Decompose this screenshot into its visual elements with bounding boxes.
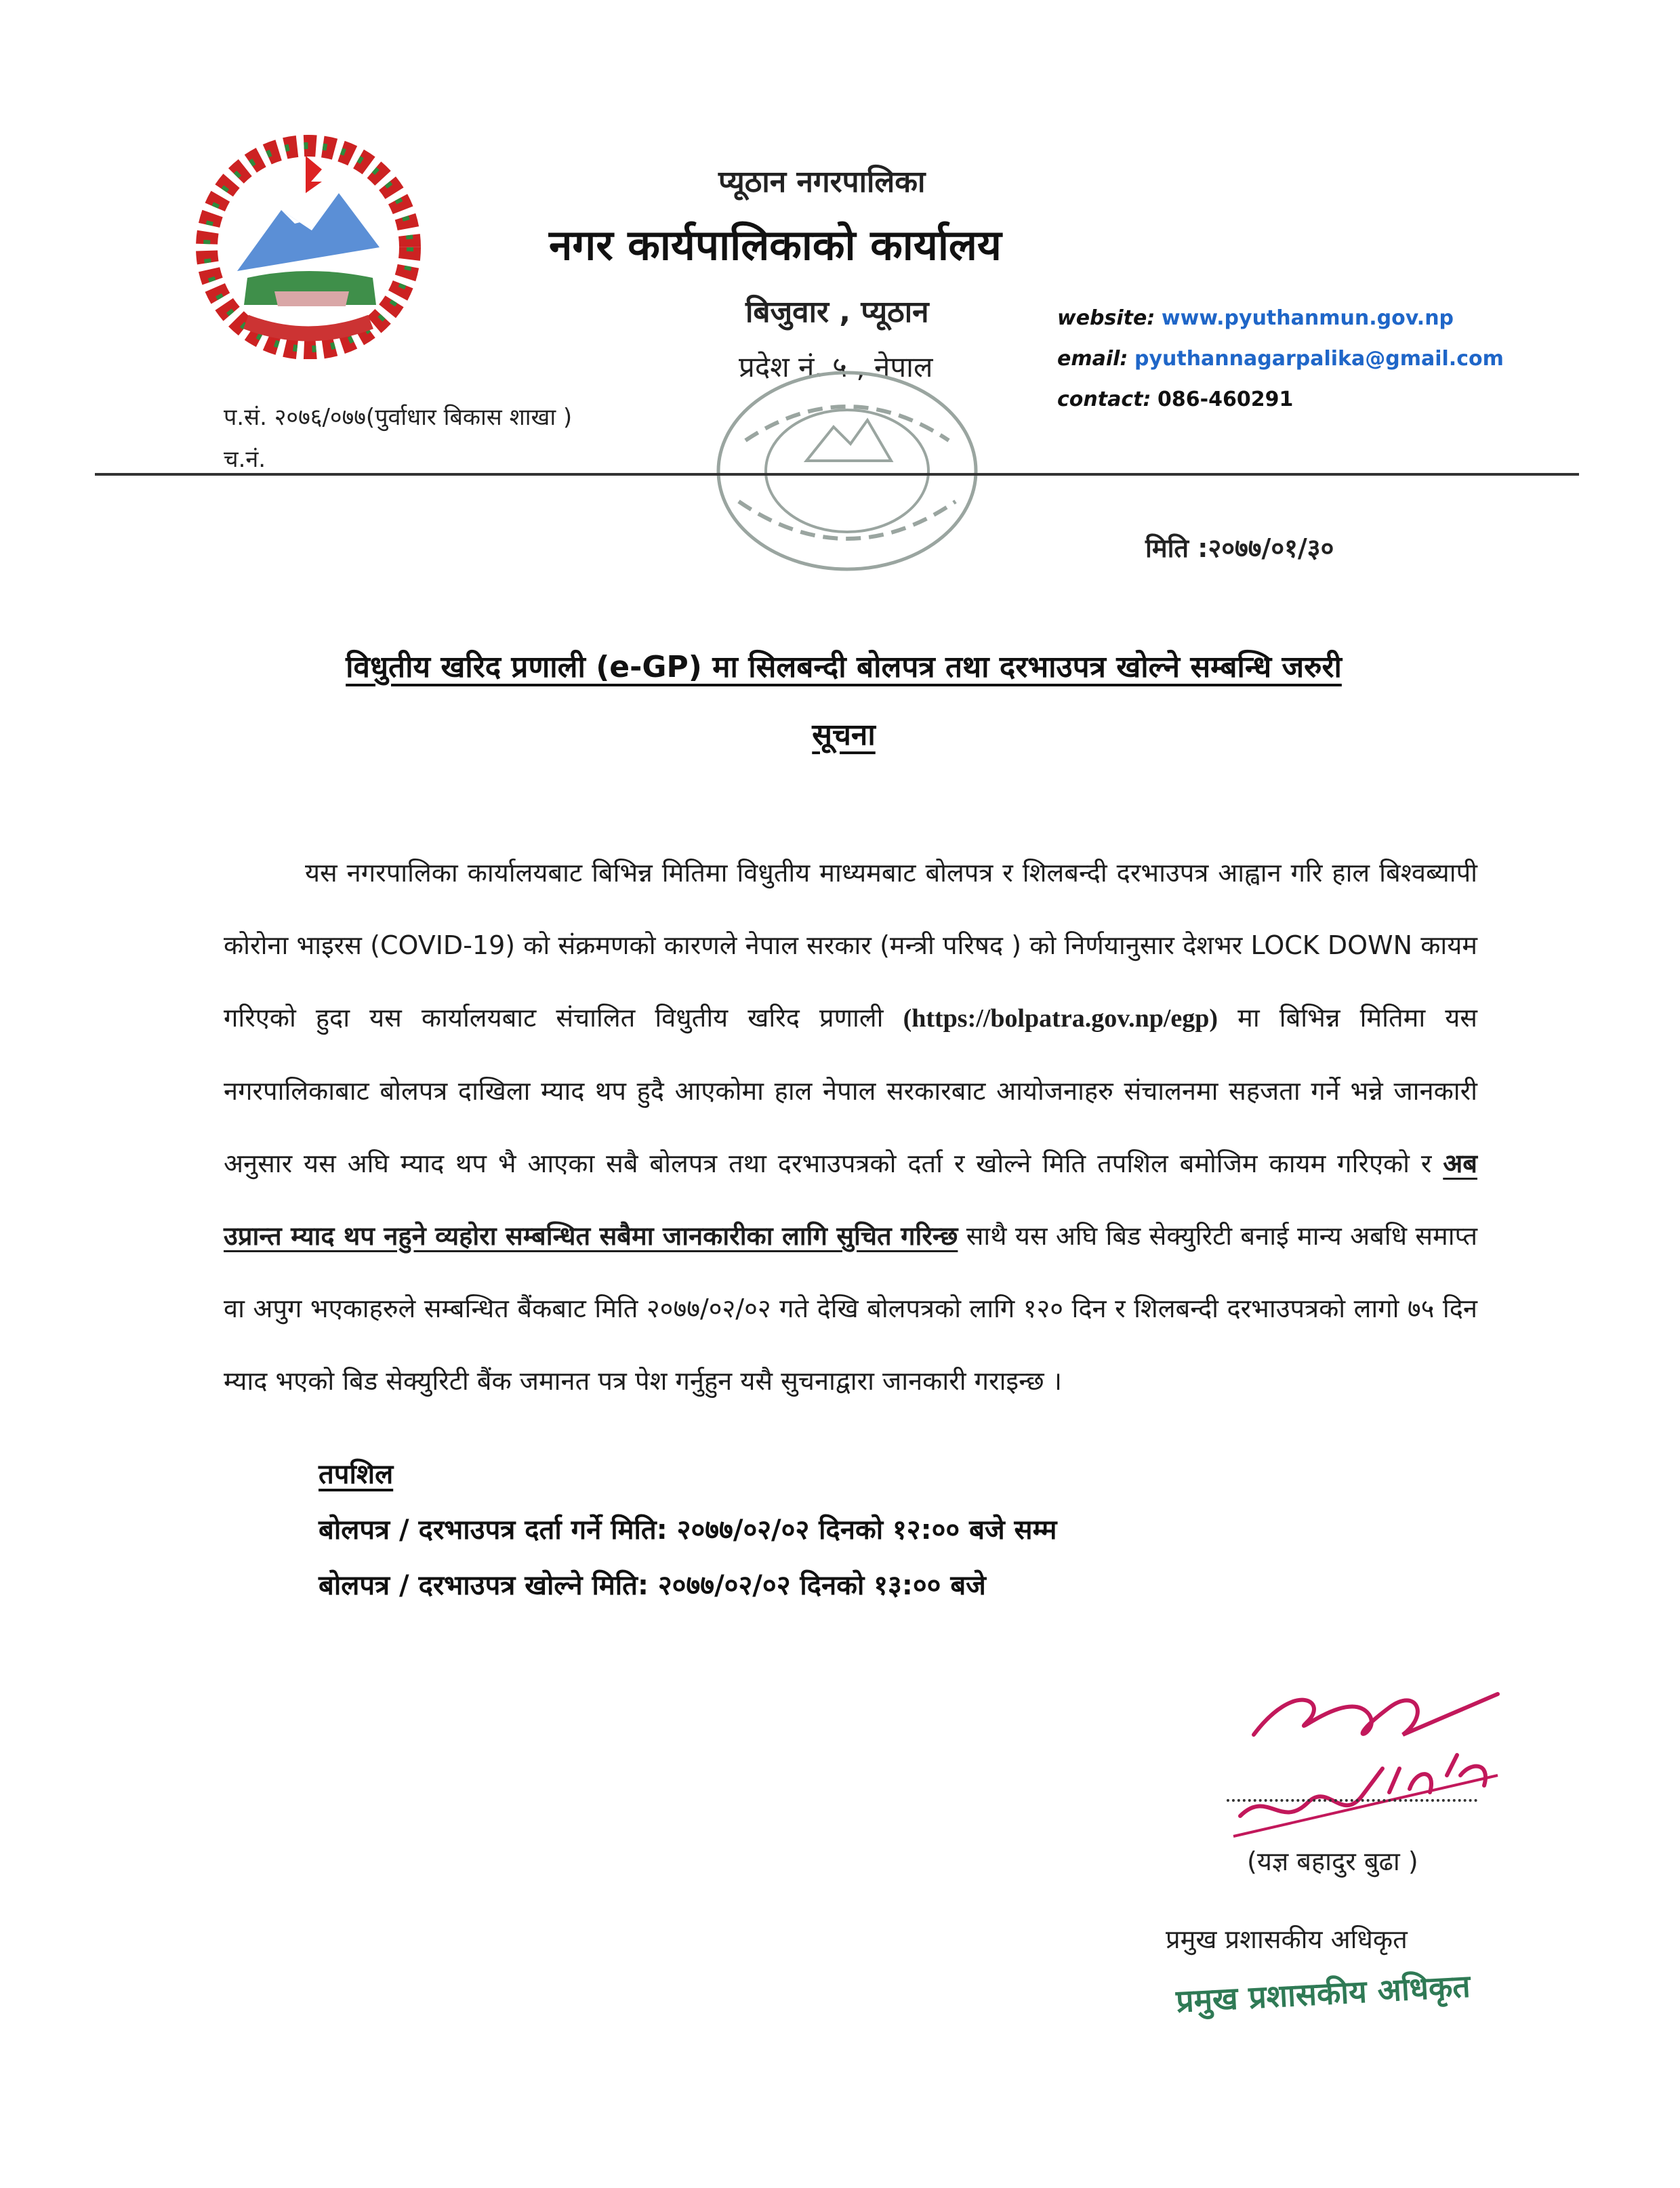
egp-url[interactable]: (https://bolpatra.gov.np/egp) xyxy=(903,1004,1218,1033)
municipality-name: प्यूठान नगरपालिका xyxy=(718,165,926,199)
body-paragraph xyxy=(224,837,1477,1418)
schedule-registration: बोलपत्र / दरभाउपत्र दर्ता गर्ने मिति: २०७७/०२/०२ दिनको १२:०० बजे सम्म xyxy=(319,1514,1057,1546)
body-text-2: मा बिभिन्न मितिमा यस नगरपालिकाबाट बोलपत्र दाखिला म्याद थप हुदै आएकोमा हाल नेपाल सरकारबाट आयोजनाहरु संचालनमा सहजता गर्ने भन्ने जानकारी अनुसार यस अघि म्याद थप भै आएका सबै बोलपत्र तथा दरभाउपत्रको दर्ता र खोल्ने मिति तपशिल बमोजिम कायम गरिएको र xyxy=(224,1003,1477,1178)
office-location: बिजुवार , प्यूठान xyxy=(745,295,929,329)
email-label: email: xyxy=(1057,347,1128,371)
website-link[interactable]: www.pyuthanmun.gov.np xyxy=(1161,306,1454,330)
designation-stamp: प्रमुख प्रशासकीय अधिकृत xyxy=(1174,1967,1471,2020)
body-text-1: यस नगरपालिका कार्यालयबाट बिभिन्न मितिमा विधुतीय माध्यमबाट बोलपत्र र शिलबन्दी दरभाउपत्र आह्वान गरि हाल बिश्वब्यापी कोरोना भाइरस (COVID-19) को संक्रमणको कारणले नेपाल सरकार (मन्त्री परिषद ) को निर्णयानुसार देशभर LOCK DOWN कायम गरिएको हुदा यस कार्यालयबाट संचालित विधुतीय खरिद प्रणाली xyxy=(224,858,1477,1033)
reference-block xyxy=(224,396,572,480)
notice-subject xyxy=(156,634,1532,769)
subject-line-1: विधुतीय खरिद प्रणाली (e-GP) मा सिलबन्दी बोलपत्र तथा दरभाउपत्र खोल्ने सम्बन्धि जरुरी xyxy=(346,650,1342,684)
handwritten-signature xyxy=(1213,1674,1511,1850)
signer-name: (यज्ञ बहादुर बुढा ) xyxy=(1247,1846,1418,1876)
dispatch-number: च.नं. xyxy=(224,446,266,473)
contact-label: contact: xyxy=(1057,388,1151,411)
schedule-heading: तपशिल xyxy=(319,1459,394,1490)
office-title: नगर कार्यपालिकाको कार्यालय xyxy=(549,220,1002,270)
nepal-emblem-icon xyxy=(173,129,444,359)
notice-body xyxy=(224,837,1477,1418)
signer-designation: प्रमुख प्रशासकीय अधिकृत xyxy=(1166,1924,1408,1954)
reference-number: प.सं. २०७६/०७७(पुर्वाधार बिकास शाखा ) xyxy=(224,404,573,431)
email-link[interactable]: pyuthannagarpalika@gmail.com xyxy=(1134,347,1504,371)
notice-date: मिति :२०७७/०१/३० xyxy=(1145,533,1334,563)
subject-line-2: सूचना xyxy=(812,718,876,752)
schedule-block xyxy=(319,1447,1057,1613)
contact-number: 086-460291 xyxy=(1157,388,1294,411)
body-highlight: अब उप्रान्त म्याद थप नहुने व्यहोरा सम्बन्धित सबैमा जानकारीका लागि सुचित गरिन्छ xyxy=(224,1149,1477,1251)
office-seal-stamp xyxy=(705,359,989,583)
website-label: website: xyxy=(1057,306,1155,330)
signature-line xyxy=(1227,1799,1477,1802)
body-text-3: साथै यस अघि बिड सेक्युरिटी बनाई मान्य अबधि समाप्त वा अपुग भएकाहरुले सम्बन्धित बैंकबाट मिति २०७७/०२/०२ गते देखि बोलपत्रको लागि १२० दिन र शिलबन्दी दरभाउपत्रको लागो ७५ दिन म्याद भएको बिड सेक्युरिटी बैंक जमानत पत्र पेश गर्नुहुन यसै सुचनाद्वारा जानकारी गराइन्छ । xyxy=(224,1221,1477,1396)
office-province: प्रदेश नं. ५ , नेपाल xyxy=(739,350,933,384)
schedule-opening: बोलपत्र / दरभाउपत्र खोल्ने मिति: २०७७/०२/०२ दिनको १३:०० बजे xyxy=(319,1570,986,1601)
header-divider xyxy=(95,473,1579,476)
contact-block xyxy=(1057,298,1504,420)
